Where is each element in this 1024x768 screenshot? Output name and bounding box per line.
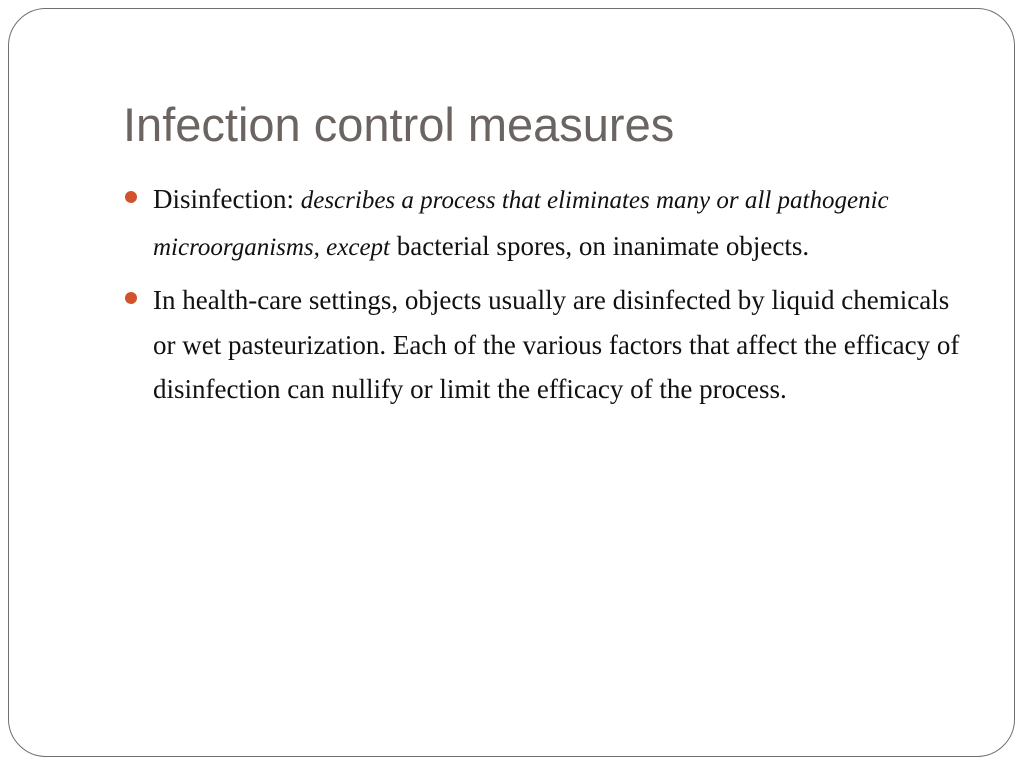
bullet-item-health-care: [153, 278, 968, 412]
bullet-definition-italic: describes a process that eliminates many or all pathogenic microorganisms, except: [153, 187, 889, 261]
slide: [8, 8, 1015, 757]
bullet-text: In health-care settings, objects usually are disinfected by liquid chemicals or wet pasteurization. Each of the various factors that affect the efficacy of disinfection can nullify or limit the efficacy of the process.: [153, 285, 960, 404]
bullet-dot-icon: [125, 191, 137, 203]
slide-title: Infection control measures: [123, 98, 675, 151]
bullet-list: [153, 177, 968, 420]
bullet-dot-icon: [125, 292, 137, 304]
bullet-definition-rest: bacterial spores, on inanimate objects.: [396, 230, 810, 261]
bullet-item-disinfection: [153, 177, 968, 270]
bullet-term: Disinfection:: [153, 184, 294, 214]
